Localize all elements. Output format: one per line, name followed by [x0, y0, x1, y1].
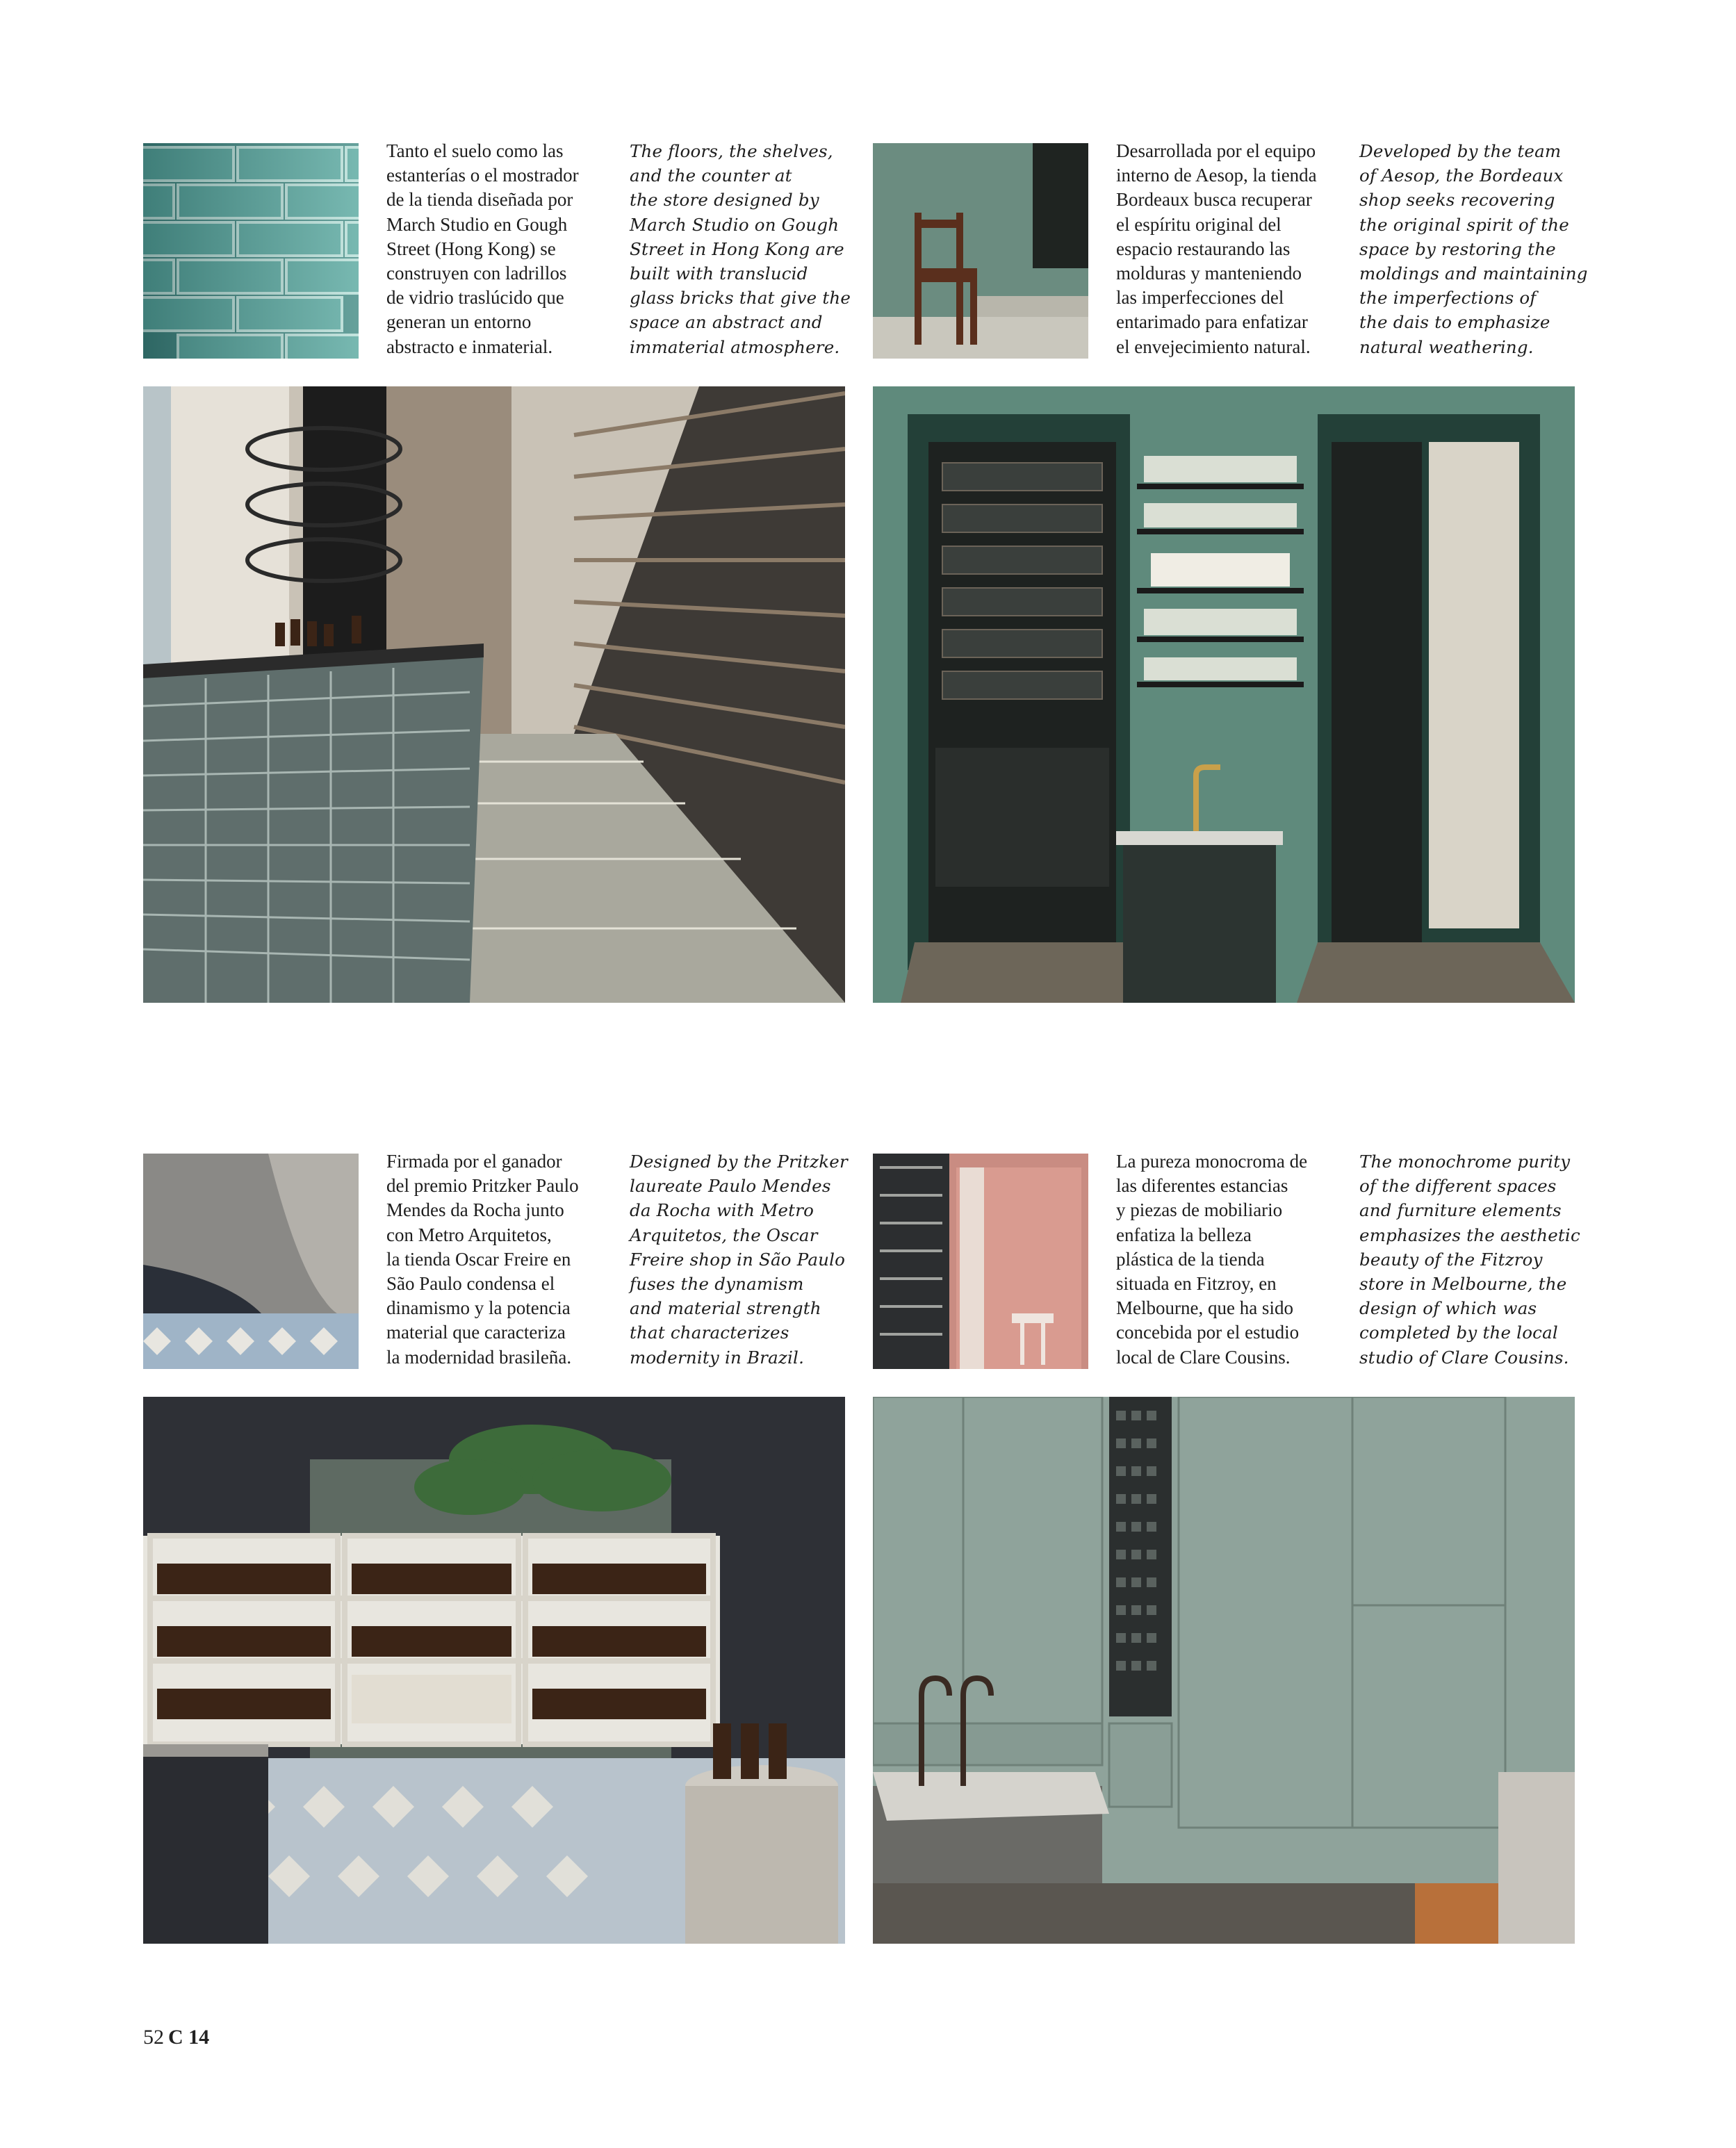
- caption-bordeaux-es: Desarrollada por el equipo interno de Aesop, la tienda Bordeaux busca recuperar el espíritu original del espacio restaurando las molduras y manteniendo las imperfecciones del entarimado para enfatizar el envejecimiento natural.: [1116, 140, 1317, 357]
- caption-bordeaux-en: Developed by the team of Aesop, the Bordeaux shop seeks recovering the original spirit of the space by restoring the moldings and maintaining the imperfections of the dais to emphasize natural weathering.: [1359, 141, 1588, 357]
- caption-hongkong-en: The floors, the shelves, and the counter at the store designed by March Studio on Gough Street in Hong Kong are built with translucid glass bricks that give the space an abstract and immaterial atmosphere.: [630, 141, 851, 357]
- thumb-bordeaux-chair: [873, 143, 1088, 359]
- caption-saopaulo-en: Designed by the Pritzker laureate Paulo Mendes da Rocha with Metro Arquitetos, the Oscar Freire shop in São Paulo fuses the dynamism and material strength that characterizes modernity in Brazil.: [630, 1151, 848, 1368]
- page-number: 52: [143, 2026, 164, 2049]
- photo-sao-paulo-store: [143, 1397, 845, 1944]
- thumb-glass-bricks: [143, 143, 359, 359]
- photo-bordeaux-store: [873, 386, 1575, 1003]
- photo-fitzroy-store: [873, 1397, 1575, 1944]
- magazine-name: C 14: [168, 2026, 210, 2049]
- thumb-fitzroy-pink-room: [873, 1154, 1088, 1369]
- caption-fitzroy-en: The monochrome purity of the different spaces and furniture elements emphasizes the aesthetic beauty of the Fitzroy store in Melbourne, the design of which was completed by the local studio of Clare Cousins.: [1359, 1151, 1580, 1368]
- caption-saopaulo-es: Firmada por el ganador del premio Pritzker Paulo Mendes da Rocha junto con Metro Arquitetos, la tienda Oscar Freire en São Paulo condensa el dinamismo y la potencia material que caracteriza la modernidad brasileña.: [386, 1151, 579, 1368]
- caption-hongkong-es: Tanto el suelo como las estanterías o el mostrador de la tienda diseñada por March Studio en Gough Street (Hong Kong) se construyen con ladrillos de vidrio traslúcido que generan un entorno abstracto e inmaterial.: [386, 140, 579, 357]
- caption-fitzroy-es: La pureza monocroma de las diferentes estancias y piezas de mobiliario enfatiza la belleza plástica de la tienda situada en Fitzroy, en Melbourne, que ha sido concebida por el estudio local de Clare Cousins.: [1116, 1151, 1308, 1368]
- thumb-sao-paulo-curve: [143, 1154, 359, 1369]
- photo-hongkong-store: [143, 386, 845, 1003]
- page-folio: [143, 2024, 209, 2051]
